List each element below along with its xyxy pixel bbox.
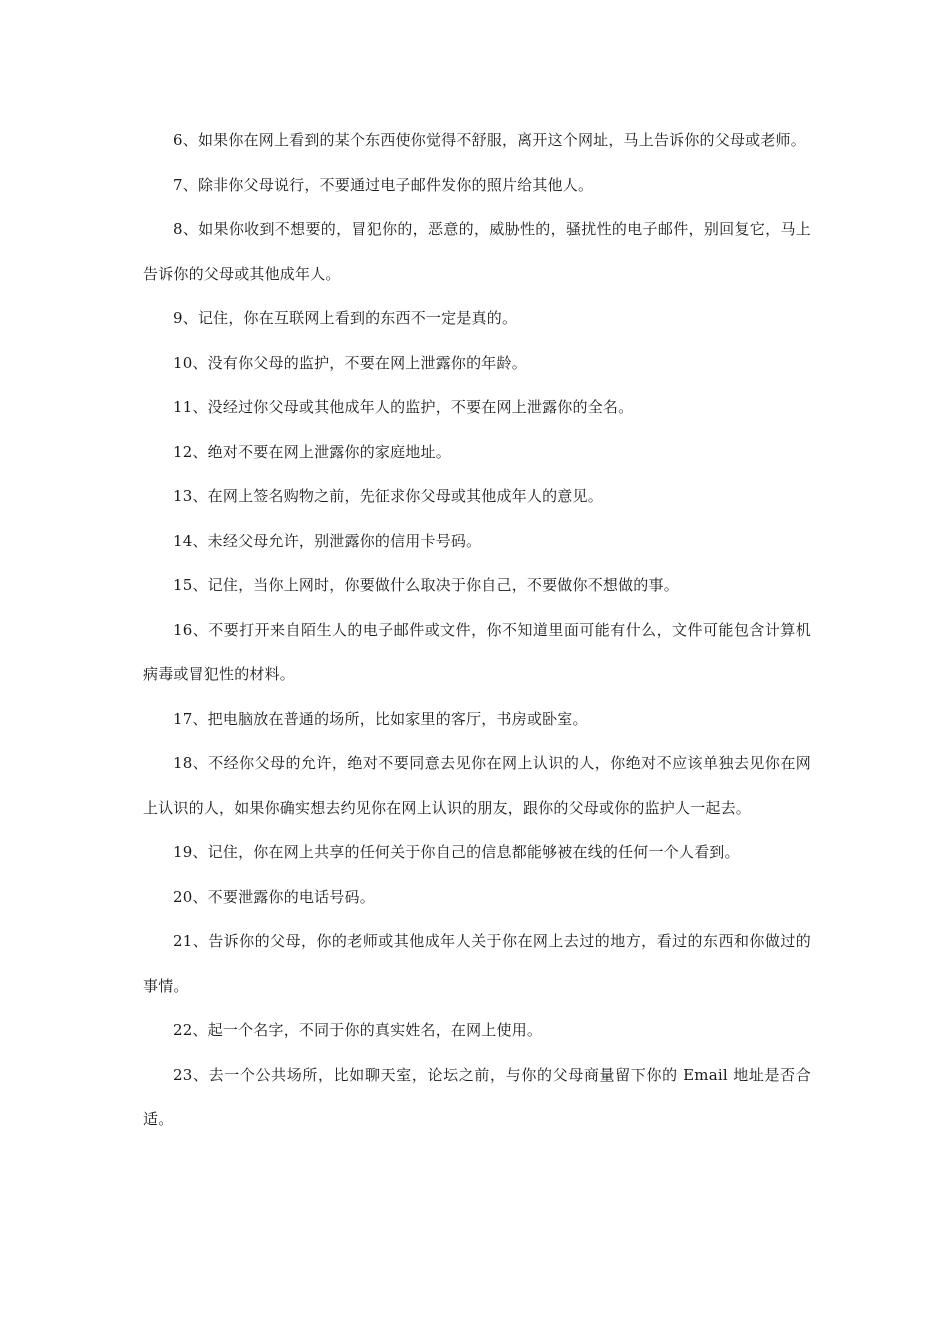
paragraph-18: 18、不经你父母的允许，绝对不要同意去见你在网上认识的人，你绝对不应该单独去见你在网上认识的人，如果你确实想去约见你在网上认识的朋友，跟你的父母或你的监护人一起去。 [143, 754, 811, 817]
paragraph-19: 19、记住，你在网上共享的任何关于你自己的信息都能够被在线的任何一个人看到。 [173, 843, 740, 861]
paragraph-14: 14、未经父母允许，别泄露你的信用卡号码。 [173, 531, 482, 550]
paragraph-8: 8、如果你收到不想要的，冒犯你的，恶意的，威胁性的，骚扰性的电子邮件，别回复它，马上告诉你的父母或其他成年人。 [143, 220, 811, 283]
paragraph-11: 11、没经过你父母或其他成年人的监护，不要在网上泄露你的全名。 [173, 398, 634, 416]
document-page [143, 118, 811, 1142]
paragraph-17: 17、把电脑放在普通的场所，比如家里的客厅，书房或卧室。 [173, 709, 588, 728]
paragraph-15: 15、记住，当你上网时，你要做什么取决于你自己，不要做你不想做的事。 [173, 576, 679, 594]
paragraph-23: 23、去一个公共场所，比如聊天室，论坛之前，与你的父母商量留下你的 Email 地址是否合适。 [143, 1065, 811, 1128]
paragraph-13: 13、在网上签名购物之前，先征求你父母或其他成年人的意见。 [173, 487, 603, 505]
paragraph-9: 9、记住，你在互联网上看到的东西不一定是真的。 [173, 309, 518, 327]
paragraph-12: 12、绝对不要在网上泄露你的家庭地址。 [173, 442, 451, 461]
paragraph-6: 6、如果你在网上看到的某个东西使你觉得不舒服，离开这个网址，马上告诉你的父母或老师。 [173, 131, 806, 149]
paragraph-20: 20、不要泄露你的电话号码。 [173, 887, 375, 906]
paragraph-22: 22、起一个名字，不同于你的真实姓名，在网上使用。 [173, 1021, 543, 1039]
paragraph-16: 16、不要打开来自陌生人的电子邮件或文件，你不知道里面可能有什么，文件可能包含计算机病毒或冒犯性的材料。 [143, 620, 811, 683]
paragraph-7: 7、除非你父母说行，不要通过电子邮件发你的照片给其他人。 [173, 175, 594, 194]
paragraph-21: 21、告诉你的父母，你的老师或其他成年人关于你在网上去过的地方，看过的东西和你做过的事情。 [143, 932, 811, 995]
paragraph-10: 10、没有你父母的监护，不要在网上泄露你的年龄。 [173, 353, 527, 372]
